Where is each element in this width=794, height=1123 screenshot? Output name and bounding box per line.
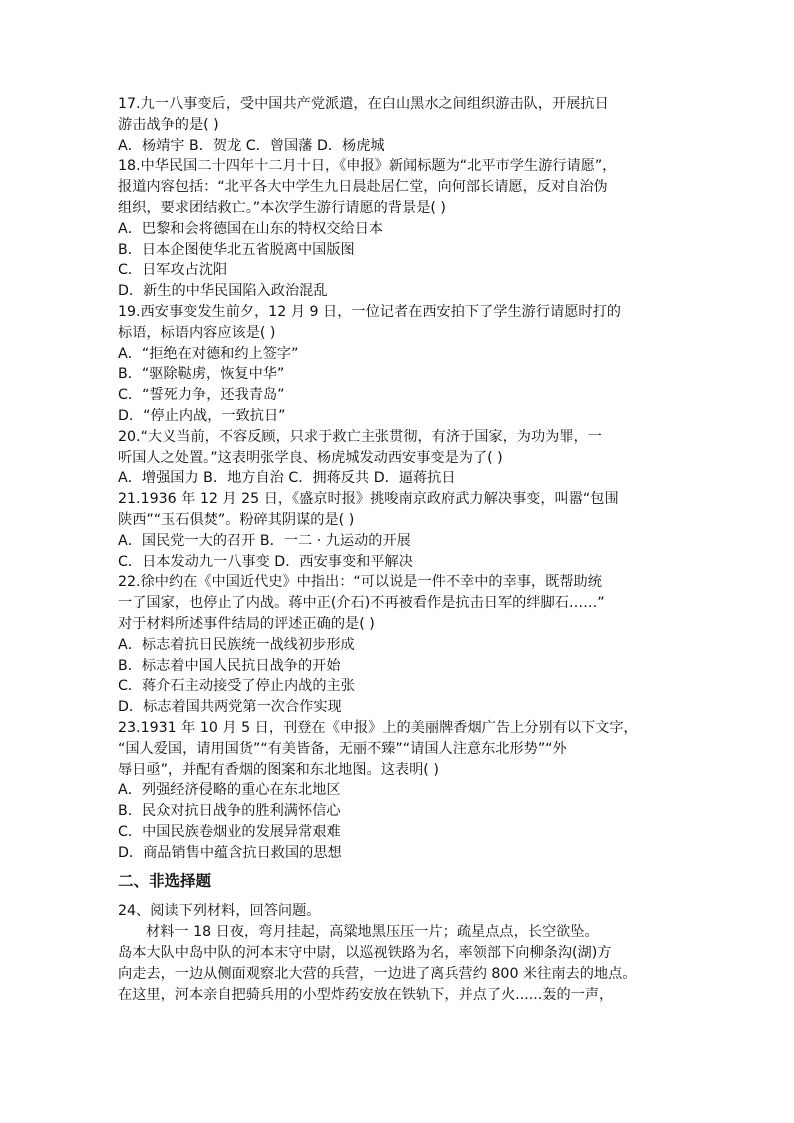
question-22-stem-line-2: 一了国家，也停止了内战。蒋中正(介石)不再被看作是抗击日军的绊脚石……” [118, 595, 605, 612]
question-22-stem-line-1: 22.徐中约在《中国近代史》中指出：“可以说是一件不幸中的幸事，既帮助统 [118, 574, 602, 591]
question-22-option-c: C．蒋介石主动接受了停止内战的主张 [118, 678, 355, 695]
question-20 [118, 427, 680, 489]
question-21-options-row-2: C．日本发动九一八事变 D．西安事变和平解决 [118, 553, 413, 570]
question-23-option-d: D．商品销售中蕴含抗日救国的思想 [118, 844, 342, 861]
question-18-stem-line-3: 组织，要求团结救亡。”本次学生游行请愿的背景是( ) [118, 199, 446, 216]
question-24 [118, 901, 680, 1005]
question-22 [118, 572, 680, 718]
question-24-material-line-2: 岛本大队中岛中队的河本末守中尉，以巡视铁路为名，率领部下向柳条沟(湖)方 [118, 945, 612, 962]
question-20-stem-line-2: 听国人之处置。”这表明张学良、杨虎城发动西安事变是为了( ) [118, 449, 503, 466]
question-22-option-a: A．标志着抗日民族统一战线初步形成 [118, 636, 355, 653]
section-heading-non-choice: 二、非选择题 [118, 872, 212, 891]
question-23-option-c: C．中国民族卷烟业的发展异常艰难 [118, 823, 341, 840]
question-20-stem-line-1: 20.“大义当前，不容反顾，只求于救亡主张贯彻，有济于国家，为功为罪，一 [118, 428, 602, 445]
question-24-material-line-1: 材料一 18 日夜，弯月挂起，高粱地黑压压一片；疏星点点，长空欲坠。 [146, 924, 599, 941]
question-17 [118, 94, 680, 156]
question-18-option-b: B．日本企图使华北五省脱离中国版图 [118, 241, 355, 258]
question-21-options-row-1: A．国民党一大的召开 B．一二 · 九运动的开展 [118, 532, 411, 549]
question-19 [118, 302, 680, 427]
question-19-option-d: D．“停止内战，一致抗日” [118, 407, 286, 424]
question-18-stem-line-2: 报道内容包括：“北平各大中学生九日晨赴居仁堂，向何部长请愿，反对自治伪 [118, 179, 608, 196]
question-19-option-b: B．“驱除鞑虏，恢复中华” [118, 366, 285, 383]
question-22-option-b: B．标志着中国人民抗日战争的开始 [118, 657, 341, 674]
question-23-stem-line-3: 辱日亟”，并配有香烟的图案和东北地图。这表明( ) [118, 761, 439, 778]
question-18 [118, 156, 680, 302]
question-24-material-line-3: 向走去，一边从侧面观察北大营的兵营，一边进了离兵营约 800 米往南去的地点。 [118, 965, 637, 982]
question-22-stem-line-3: 对于材料所述事件结局的评述正确的是( ) [118, 615, 375, 632]
question-17-stem-line-1: 17.九一八事变后，受中国共产党派遣，在白山黑水之间组织游击队，开展抗日 [118, 96, 609, 112]
question-17-stem-line-2: 游击战争的是( ) [118, 116, 219, 133]
question-21-stem-line-1: 21.1936 年 12 月 25 日，《盛京时报》挑唆南京政府武力解决事变，叫嚣“包围 [118, 491, 619, 508]
question-23-stem-line-1: 23.1931 年 10 月 5 日，刊登在《申报》上的美丽牌香烟广告上分别有以下文字， [118, 719, 638, 736]
question-23-stem-line-2: “国人爱国，请用国货”“有美皆备，无丽不臻”“请国人注意东北形势”“外 [118, 740, 567, 757]
question-19-option-a: A．“拒绝在对德和约上签字” [118, 345, 299, 362]
question-18-option-d: D．新生的中华民国陷入政治混乱 [118, 283, 328, 300]
question-18-stem-line-1: 18.中华民国二十四年十二月十日，《申报》新闻标题为“北平市学生游行请愿”， [118, 158, 617, 175]
question-19-stem-line-2: 标语，标语内容应该是( ) [118, 324, 276, 341]
question-21-stem-line-2: 陕西”“玉石俱焚”。粉碎其阴谋的是( ) [118, 511, 355, 528]
question-20-options: A．增强国力 B．地方自治 C．拥蒋反共 D．逼蒋抗日 [118, 470, 456, 487]
question-24-material-line-4: 在这里，河本亲自把骑兵用的小型炸药安放在铁轨下，并点了火......轰的一声， [118, 986, 614, 1003]
question-23 [118, 718, 680, 864]
question-23-option-a: A．列强经济侵略的重心在东北地区 [118, 782, 341, 799]
question-17-options: A．杨靖宇 B．贺龙 C．曾国藩 D．杨虎城 [118, 137, 385, 154]
question-21 [118, 489, 680, 572]
question-24-prompt: 24、阅读下列材料，回答问题。 [118, 903, 321, 920]
question-22-option-d: D．标志着国共两党第一次合作实现 [118, 699, 342, 716]
exam-page [118, 94, 680, 1005]
question-19-stem-line-1: 19.西安事变发生前夕，12 月 9 日，一位记者在西安拍下了学生游行请愿时打的 [118, 303, 621, 320]
question-19-option-c: C．“誓死力争，还我青岛” [118, 387, 285, 404]
question-23-option-b: B．民众对抗日战争的胜利满怀信心 [118, 803, 341, 820]
question-18-option-a: A．巴黎和会将德国在山东的特权交给日本 [118, 220, 384, 237]
question-18-option-c: C．日军攻占沈阳 [118, 262, 228, 279]
